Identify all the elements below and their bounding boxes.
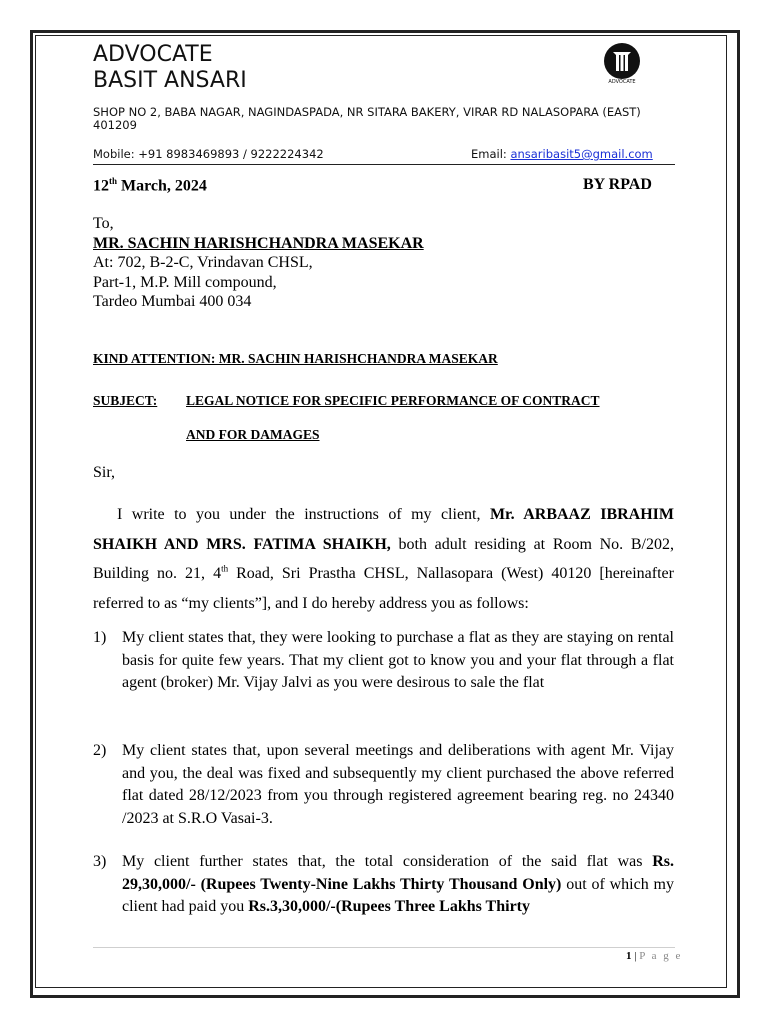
item3-paid-amount: Rs.3,30,000/-(Rupees Three Lakhs Thirty (248, 898, 530, 915)
kind-attention: KIND ATTENTION: MR. SACHIN HARISHCHANDRA MASEKAR (93, 351, 498, 366)
page-separator: | (631, 950, 640, 962)
page-number: 1 (626, 950, 632, 962)
letterhead-address: SHOP NO 2, BABA NAGAR, NAGINDASPADA, NR SITARA BAKERY, VIRAR RD NALASOPARA (EAST) 401209 (93, 105, 641, 132)
intro-text-b: both adult residing at Room No. B/202, Building no. 21, 4 (93, 535, 674, 582)
list-item-number: 3) (93, 853, 107, 870)
recipient-line2: Part-1, M.P. Mill compound, (93, 273, 277, 291)
logo-caption: ADVOCATE (608, 79, 636, 84)
letterhead-mobile: Mobile: +91 8983469893 / 9222224342 (93, 147, 324, 161)
date-rest: March, 2024 (117, 177, 207, 195)
advocate-logo-icon (601, 42, 643, 84)
intro-sup: th (221, 563, 229, 574)
recipient-to: To, (93, 215, 114, 232)
footer-divider (93, 947, 675, 948)
recipient-line3: Tardeo Mumbai 400 034 (93, 293, 252, 310)
letterhead-title-line1: ADVOCATE (93, 42, 213, 67)
email-label: Email: (471, 147, 511, 161)
list-item-text: My client states that, upon several meetings and deliberations with agent Mr. Vijay and you, the deal was fixed and subsequently my client purchased the above referred flat dated 28/12/2023 from you through registered agreement bearing reg. no 24340 /2023 at S.R.O Vasai-3. (122, 742, 674, 827)
letterhead-email (471, 147, 653, 161)
letterhead-divider (93, 164, 675, 165)
page-label: P a g e (639, 950, 683, 962)
list-item-number: 1) (93, 629, 107, 646)
salutation: Sir, (93, 464, 116, 481)
list-item-number: 2) (93, 742, 107, 759)
subject-label: SUBJECT: (93, 393, 158, 408)
letter-date (93, 176, 207, 195)
intro-text-c: Road, Sri Prastha CHSL, Nallasopara (West) 40120 [hereinafter referred to as “my clients”], and I do hereby address you as follows: (93, 565, 674, 612)
intro-text-a: I write to you under the instructions of my client, (117, 506, 490, 523)
date-suffix: th (109, 176, 118, 186)
page-footer (626, 950, 682, 962)
item3-text-a: My client further states that, the total consideration of the said flat was (122, 853, 653, 870)
letterhead-title-line2: BASIT ANSARI (93, 68, 247, 93)
subject-line1: LEGAL NOTICE FOR SPECIFIC PERFORMANCE OF CONTRACT (186, 393, 600, 408)
recipient-line1: At: 702, B-2-C, Vrindavan CHSL, (93, 254, 313, 271)
list-item-text (122, 851, 674, 919)
list-item-text: My client states that, they were looking to purchase a flat as they are staying on rental basis for quite few years. That my client got to know you and your flat through a flat agent (broker) Mr. Vijay Jalvi as you were desirous to sale the flat (122, 629, 674, 691)
recipient-name: MR. SACHIN HARISHCHANDRA MASEKAR (93, 234, 424, 252)
date-day: 12 (93, 177, 109, 195)
recipient-block (93, 214, 424, 312)
item3-text-b: out of which my client had paid you (122, 875, 674, 915)
subject-line2: AND FOR DAMAGES (186, 427, 320, 442)
intro-clients: Mr. ARBAAZ IBRAHIM SHAIKH AND MRS. FATIMA SHAIKH, (93, 506, 674, 553)
email-link[interactable]: ansaribasit5@gmail.com (510, 147, 653, 161)
delivery-mode: BY RPAD (583, 176, 652, 193)
intro-paragraph (93, 500, 674, 618)
item3-consideration: Rs. 29,30,000/- (Rupees Twenty-Nine Lakhs Thirty Thousand Only) (122, 853, 674, 893)
